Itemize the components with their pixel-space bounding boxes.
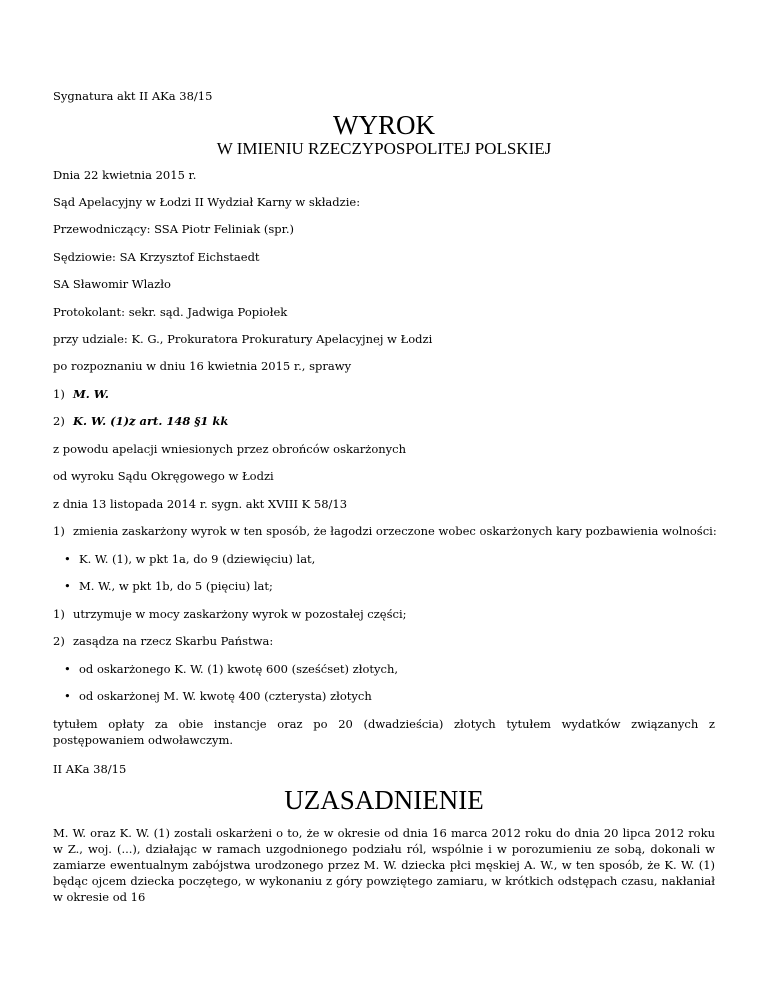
case-signature: Sygnatura akt II AKa 38/15 bbox=[53, 89, 213, 103]
hearing-date: po rozpoznaniu w dniu 16 kwietnia 2015 r., sprawy bbox=[53, 359, 352, 373]
list-number: 2) bbox=[53, 414, 65, 428]
bullet-text: od oskarżonego K. W. (1) kwotę 600 (sześćset) złotych, bbox=[79, 662, 399, 676]
prosecutor-participation: przy udziale: K. G., Prokuratora Prokuratury Apelacyjnej w Łodzi bbox=[53, 332, 433, 346]
bullet-icon: • bbox=[64, 662, 71, 676]
ruling-bullet bbox=[64, 688, 372, 704]
justification-title: UZASADNIENIE bbox=[284, 785, 484, 815]
costs-paragraph: tytułem opłaty za obie instancje oraz po 20 (dwadzieścia) złotych tytułem wydatków związanych z postępowaniem odwoławczym. bbox=[53, 717, 715, 747]
list-number: 1) bbox=[53, 524, 65, 538]
appeal-reason: z powodu apelacji wniesionych przez obrońców oskarżonych bbox=[53, 442, 407, 456]
defendant-name: M. W. bbox=[73, 387, 109, 401]
case-signature-2: II AKa 38/15 bbox=[53, 762, 127, 776]
list-number: 2) bbox=[53, 634, 65, 648]
judges: Sędziowie: SA Krzysztof Eichstaedt bbox=[53, 250, 260, 264]
judgment-title: WYROK bbox=[333, 110, 435, 140]
presiding-judge: Przewodniczący: SSA Piotr Feliniak (spr.) bbox=[53, 222, 294, 236]
ruling-text: zmienia zaskarżony wyrok w ten sposób, że łagodzi orzeczone wobec oskarżonych kary pozbawienia wolności: bbox=[73, 524, 717, 538]
ruling-bullet bbox=[64, 661, 398, 677]
ruling-text: utrzymuje w mocy zaskarżony wyrok w pozostałej części; bbox=[73, 607, 407, 621]
bullet-text: od oskarżonej M. W. kwotę 400 (czterysta) złotych bbox=[79, 689, 372, 703]
court-composition: Sąd Apelacyjny w Łodzi II Wydział Karny w składzie: bbox=[53, 195, 361, 209]
appeal-date: z dnia 13 listopada 2014 r. sygn. akt XVIII K 58/13 bbox=[53, 497, 348, 511]
bullet-icon: • bbox=[64, 689, 71, 703]
list-number: 1) bbox=[53, 387, 65, 401]
ruling-text: zasądza na rzecz Skarbu Państwa: bbox=[73, 634, 274, 648]
judgment-subtitle: W IMIENIU RZECZYPOSPOLITEJ POLSKIEJ bbox=[216, 139, 552, 158]
bullet-text: M. W., w pkt 1b, do 5 (pięciu) lat; bbox=[79, 579, 273, 593]
ruling-bullet bbox=[64, 578, 273, 594]
judge-second: SA Sławomir Wlazło bbox=[53, 277, 171, 291]
defendant-item bbox=[53, 386, 109, 402]
bullet-icon: • bbox=[64, 552, 71, 566]
judgment-date: Dnia 22 kwietnia 2015 r. bbox=[53, 168, 197, 182]
court-clerk: Protokolant: sekr. sąd. Jadwiga Popiołek bbox=[53, 305, 288, 319]
justification-paragraph: M. W. oraz K. W. (1) zostali oskarżeni o to, że w okresie od dnia 16 marca 2012 roku do dnia 20 lipca 2012 roku w Z., woj. (...), działając w ramach uzgodnionego podziału ról, wspólnie i w porozumieniu ze sobą, dokonali w zamiarze ewentualnym zabójstwa urodzonego przez M. W. dziecka płci męskiej A. W., w ten sposób, że K. W. (1) będąc ojcem dziecka poczętego, w wykonaniu z góry powziętego zamiaru, w krótkich odstępach czasu, nakłaniał w okresie od 16 bbox=[53, 826, 715, 904]
defendant-name: K. W. (1)z art. 148 §1 kk bbox=[73, 414, 229, 428]
ruling-item bbox=[53, 523, 717, 539]
ruling-bullet bbox=[64, 551, 315, 567]
defendant-item bbox=[53, 413, 228, 429]
bullet-text: K. W. (1), w pkt 1a, do 9 (dziewięciu) lat, bbox=[79, 552, 316, 566]
bullet-icon: • bbox=[64, 579, 71, 593]
appeal-from: od wyroku Sądu Okręgowego w Łodzi bbox=[53, 469, 274, 483]
list-number: 1) bbox=[53, 607, 65, 621]
ruling-item bbox=[53, 633, 273, 649]
ruling-item bbox=[53, 606, 407, 622]
